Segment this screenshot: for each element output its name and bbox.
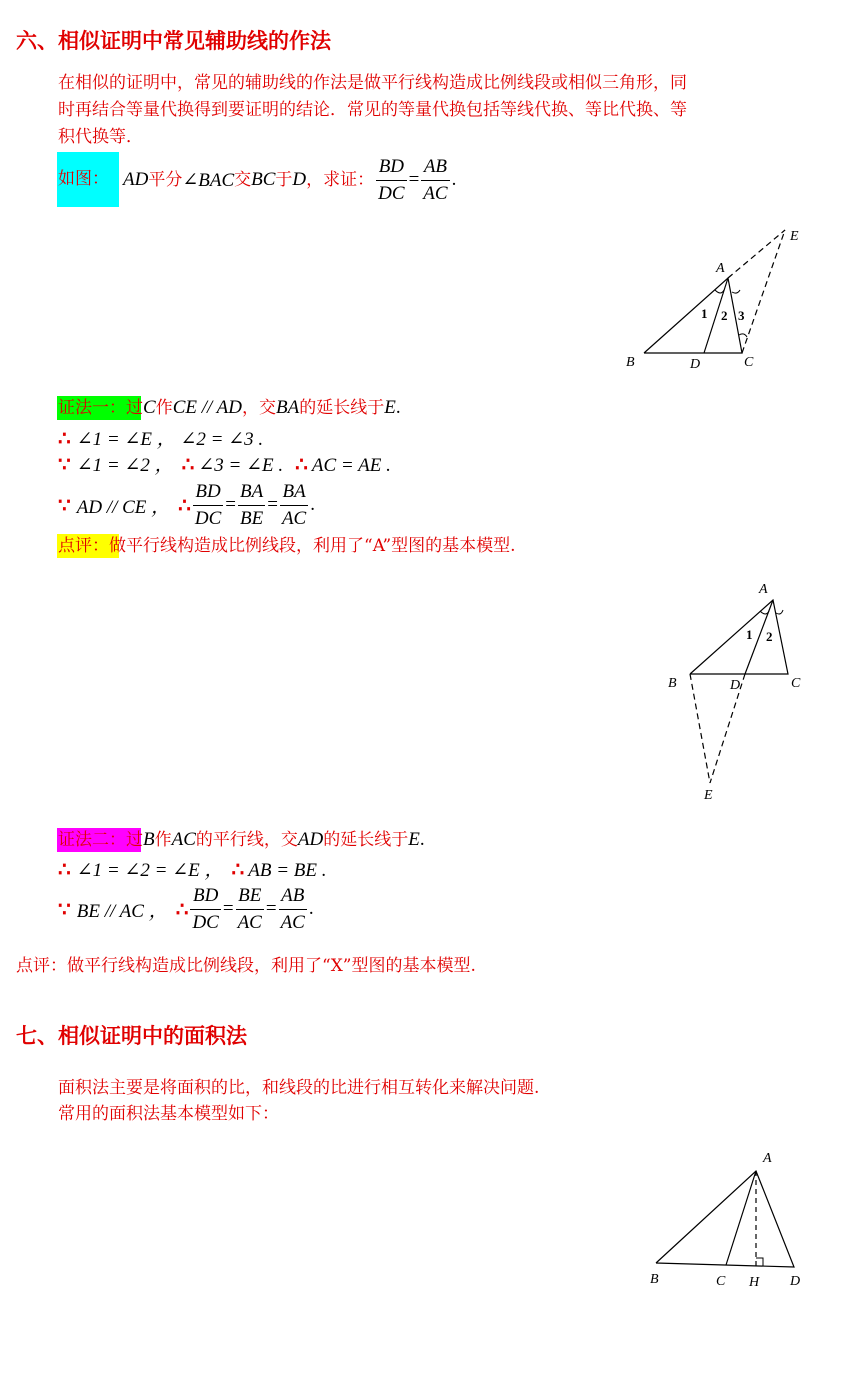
example-t1: 平分 [148, 170, 183, 190]
fig1-label-d: D [690, 357, 701, 372]
fig1-angle-2: 2 [721, 308, 728, 323]
fig1-label-a: A [716, 261, 725, 276]
example-t4: ，求证： [306, 170, 375, 190]
proof1-fraction-3: $\frac{BA}{AC}$ [281, 480, 307, 529]
example-angle: ∠BAC [182, 169, 235, 191]
example-tag: 如图： [58, 169, 109, 189]
fig3-label-b: B [650, 1272, 659, 1287]
fig3-label-h: H [749, 1275, 760, 1290]
comment1 [58, 533, 516, 559]
because-icon: ∵ [58, 493, 71, 517]
example-statement [123, 152, 456, 208]
proof2-fraction-3: $\frac{AB}{AC}$ [280, 884, 305, 933]
proof1-fraction-1: $\frac{BD}{DC}$ [194, 480, 222, 529]
example-bc: BC [251, 169, 276, 190]
because-icon: ∵ [58, 897, 71, 921]
proof1-line-3: ∵ ∠1 = ∠2 ， ∴ ∠3 = ∠E . ∴ AC = AE . [58, 452, 391, 476]
fig3-label-d: D [790, 1274, 801, 1289]
section6-heading: 六、相似证明中常见辅助线的作法 [16, 29, 331, 53]
example-equals: = [408, 169, 420, 190]
comment1-tag: 点评： [58, 536, 109, 556]
therefore-icon: ∴ [181, 452, 195, 476]
fig2-label-c: C [791, 676, 801, 691]
section7-line-2: 常用的面积法基本模型如下： [58, 1104, 279, 1124]
fig2-label-e: E [704, 788, 713, 803]
proof2-line-1: 证法二： 过 B 作 AC 的平行线，交 AD 的延长线于 E . [58, 827, 425, 853]
fig2-label-a: A [759, 582, 768, 597]
fig2-angle-1: 1 [746, 627, 753, 642]
fig2-angle-2: 2 [766, 629, 773, 644]
proof2-line-2: ∴ ∠1 = ∠2 = ∠E ， ∴ AB = BE . [58, 857, 327, 881]
example-ad: AD [123, 169, 149, 190]
proof1-tag: 证法一： [58, 398, 126, 418]
because-icon: ∵ [58, 452, 71, 476]
proof2-fraction-2: $\frac{BE}{AC}$ [237, 884, 262, 933]
figure-2-triangle-x [660, 575, 820, 805]
fig1-angle-3: 3 [738, 308, 745, 323]
figure-3-area-model [640, 1140, 820, 1300]
comment2: 点评：做平行线构造成比例线段，利用了“X”型图的基本模型. [16, 956, 476, 976]
section7-heading: 七、相似证明中的面积法 [16, 1024, 247, 1048]
example-t3: 于 [275, 170, 293, 190]
example-d: D [292, 169, 307, 190]
therefore-icon: ∴ [58, 857, 71, 881]
example-fraction-2: $\frac{AB}{AC}$ [423, 155, 448, 204]
therefore-icon: ∴ [178, 493, 191, 517]
therefore-icon: ∴ [175, 897, 189, 921]
example-fraction-1: $\frac{BD}{DC}$ [378, 155, 405, 204]
proof2-fraction-1: $\frac{BD}{DC}$ [192, 884, 219, 933]
fig1-angle-1: 1 [701, 306, 708, 321]
section7-line-1: 面积法主要是将面积的比，和线段的比进行相互转化来解决问题. [58, 1078, 540, 1098]
therefore-icon: ∴ [295, 452, 308, 476]
example-t2: 交 [234, 170, 252, 190]
comment1-text: 做平行线构造成比例线段，利用了“A”型图的基本模型. [109, 536, 516, 556]
proof1-line-2: ∴ ∠1 = ∠E ， ∠2 = ∠3 . [58, 426, 264, 450]
intro-line-3: 积代换等． [58, 127, 143, 147]
example-end: . [451, 169, 457, 190]
figure-1-triangle-ae [620, 220, 820, 380]
therefore-icon: ∴ [231, 857, 245, 881]
fig1-label-e: E [790, 229, 799, 244]
fig3-label-c: C [716, 1274, 726, 1289]
proof2-line-3: ∵ BE // AC ， ∴ $\frac{BD}{DC}$ = $\frac{BE}{AC}$ = $\frac{AB}{AC}$ . [58, 884, 314, 933]
therefore-icon: ∴ [58, 426, 71, 450]
proof1-line-4: ∵ AD // CE ， ∴ $\frac{BD}{DC}$ = $\frac{BA}{BE}$ = $\frac{BA}{AC}$ . [58, 480, 315, 529]
intro-line-2: 时再结合等量代换得到要证明的结论．常见的等量代换包括等线代换、等比代换、等 [58, 100, 687, 120]
proof2-tag: 证法二： [58, 830, 126, 850]
fig3-label-a: A [763, 1151, 772, 1166]
fig1-label-b: B [626, 355, 635, 370]
proof1-line-1: 证法一： 过 C 作 CE // AD ，交 BA 的延长线于 E . [58, 395, 401, 421]
fig1-label-c: C [744, 355, 754, 370]
fig2-label-b: B [668, 676, 677, 691]
fig2-label-d: D [730, 678, 741, 693]
intro-line-1: 在相似的证明中，常见的辅助线的作法是做平行线构造成比例线段或相似三角形，同 [58, 73, 687, 93]
proof1-fraction-2: $\frac{BA}{BE}$ [240, 480, 264, 529]
